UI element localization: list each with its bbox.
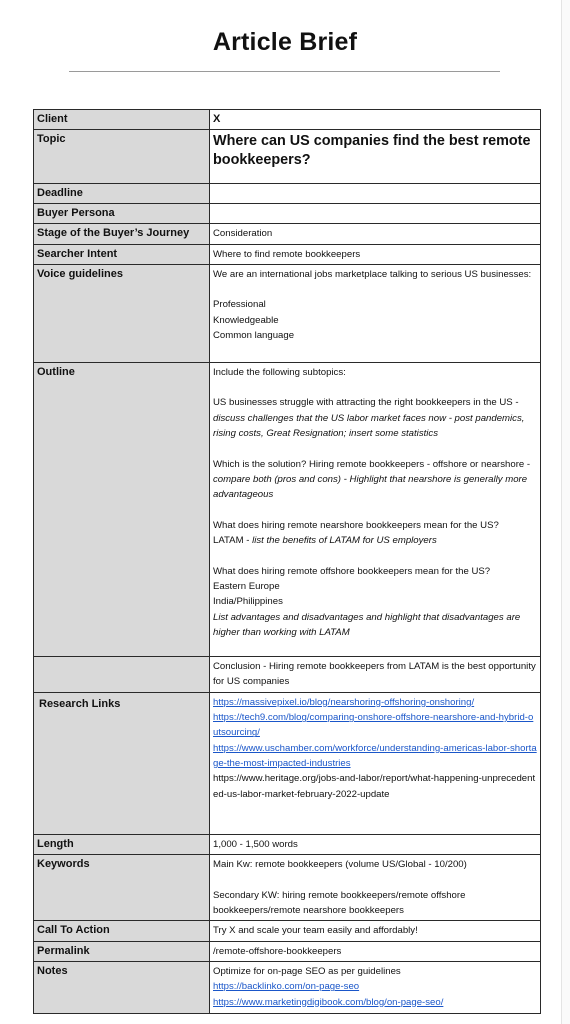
outline-instruction: discuss challenges that the US labor market faces now - post pandemics, rising costs, Great Resignation; insert some statistics — [213, 412, 525, 440]
research-plain-url: https://www.heritage.org/jobs-and-labor/report/what-happening-unprecedented-us-labor-market-february-2022-update — [213, 773, 536, 800]
row-keywords — [34, 855, 541, 921]
outline-subtopic-4: What does hiring remote offshore bookkeepers mean for the US? — [213, 565, 491, 577]
row-length — [34, 834, 541, 854]
conclusion-value: Conclusion - Hiring remote bookkeepers from LATAM is the best opportunity for US companies — [210, 656, 541, 692]
outline-region: India/Philippines — [213, 596, 283, 608]
research-link[interactable]: https://www.uschamber.com/workforce/understanding-americas-labor-shortage-the-most-impacted-industries — [213, 742, 537, 770]
outline-region: Eastern Europe — [213, 581, 280, 593]
scrollbar[interactable] — [561, 0, 570, 1024]
client-value: X — [210, 110, 541, 130]
voice-value — [210, 264, 541, 362]
keywords-label: Keywords — [34, 855, 210, 921]
research-links-label: Research Links — [34, 692, 210, 834]
topic-label: Topic — [34, 130, 210, 184]
document-title: Article Brief — [212, 28, 358, 56]
keywords-value — [210, 855, 541, 921]
cta-value: Try X and scale your team easily and affordably! — [210, 921, 541, 941]
research-link[interactable]: https://massivepixel.io/blog/nearshoring-offshoring-onshoring/ — [213, 696, 475, 708]
research-link[interactable]: https://tech9.com/blog/comparing-onshore-offshore-nearshore-and-hybrid-outsourcing/ — [213, 712, 534, 739]
row-stage — [34, 224, 541, 244]
notes-text: Optimize for on-page SEO as per guidelines — [213, 965, 401, 977]
stage-value: Consideration — [210, 224, 541, 244]
permalink-label: Permalink — [34, 941, 210, 961]
brief-table — [33, 109, 541, 1014]
outline-instruction: List advantages and disadvantages and highlight that disadvantages are higher than working with LATAM — [213, 611, 521, 638]
row-buyer-persona — [34, 204, 541, 224]
stage-label: Stage of the Buyer’s Journey — [34, 224, 210, 244]
outline-instruction: compare both (pros and cons) - Highlight that nearshore is generally more advantageous — [213, 473, 528, 501]
voice-item: Professional — [213, 299, 266, 311]
secondary-keywords: Secondary KW: hiring remote bookkeepers/remote offshore bookkeepers/remote nearshore bookkeepers — [213, 889, 466, 917]
row-searcher-intent — [34, 244, 541, 264]
length-label: Length — [34, 834, 210, 854]
outline-text: Which is the solution? Hiring remote bookkeepers - offshore or nearshore - — [213, 458, 531, 470]
row-outline — [34, 362, 541, 656]
voice-label: Voice guidelines — [34, 264, 210, 362]
buyer-persona-value — [210, 204, 541, 224]
title-divider — [69, 71, 500, 72]
deadline-value — [210, 184, 541, 204]
notes-link[interactable]: https://www.marketingdigibook.com/blog/on-page-seo/ — [213, 996, 444, 1008]
outline-subtopic-3-detail — [213, 533, 537, 548]
permalink-value: /remote-offshore-bookkeepers — [210, 941, 541, 961]
notes-value — [210, 961, 541, 1013]
cta-label: Call To Action — [34, 921, 210, 941]
outline-text: US businesses struggle with attracting the right bookkeepers in the US - — [213, 397, 519, 409]
outline-subtopic-2 — [213, 457, 537, 503]
outline-instruction: list the benefits of LATAM for US employers — [252, 535, 437, 547]
conclusion-label — [34, 656, 210, 692]
voice-item: Knowledgeable — [213, 314, 279, 326]
notes-label: Notes — [34, 961, 210, 1013]
searcher-intent-value: Where to find remote bookkeepers — [210, 244, 541, 264]
row-topic — [34, 130, 541, 184]
voice-item: Common language — [213, 330, 295, 342]
research-links-value — [210, 692, 541, 834]
client-label: Client — [34, 110, 210, 130]
row-permalink — [34, 941, 541, 961]
outline-subtopic-1 — [213, 395, 537, 441]
deadline-label: Deadline — [34, 184, 210, 204]
row-conclusion — [34, 656, 541, 692]
searcher-intent-label: Searcher Intent — [34, 244, 210, 264]
main-keyword: Main Kw: remote bookkeepers (volume US/Global - 10/200) — [213, 859, 467, 871]
outline-text: LATAM - — [213, 535, 253, 547]
outline-subtopic-3: What does hiring remote nearshore bookkeepers mean for the US? — [213, 519, 499, 531]
row-client — [34, 110, 541, 130]
row-deadline — [34, 184, 541, 204]
outline-intro: Include the following subtopics: — [213, 366, 346, 378]
topic-value: Where can US companies find the best remote bookkeepers? — [210, 130, 541, 184]
voice-intro: We are an international jobs marketplace talking to serious US businesses: — [213, 268, 532, 280]
row-cta — [34, 921, 541, 941]
row-voice — [34, 264, 541, 362]
notes-link[interactable]: https://backlinko.com/on-page-seo — [213, 981, 360, 993]
length-value: 1,000 - 1,500 words — [210, 834, 541, 854]
outline-label: Outline — [34, 362, 210, 656]
buyer-persona-label: Buyer Persona — [34, 204, 210, 224]
outline-value — [210, 362, 541, 656]
row-research-links — [34, 692, 541, 834]
row-notes — [34, 961, 541, 1013]
